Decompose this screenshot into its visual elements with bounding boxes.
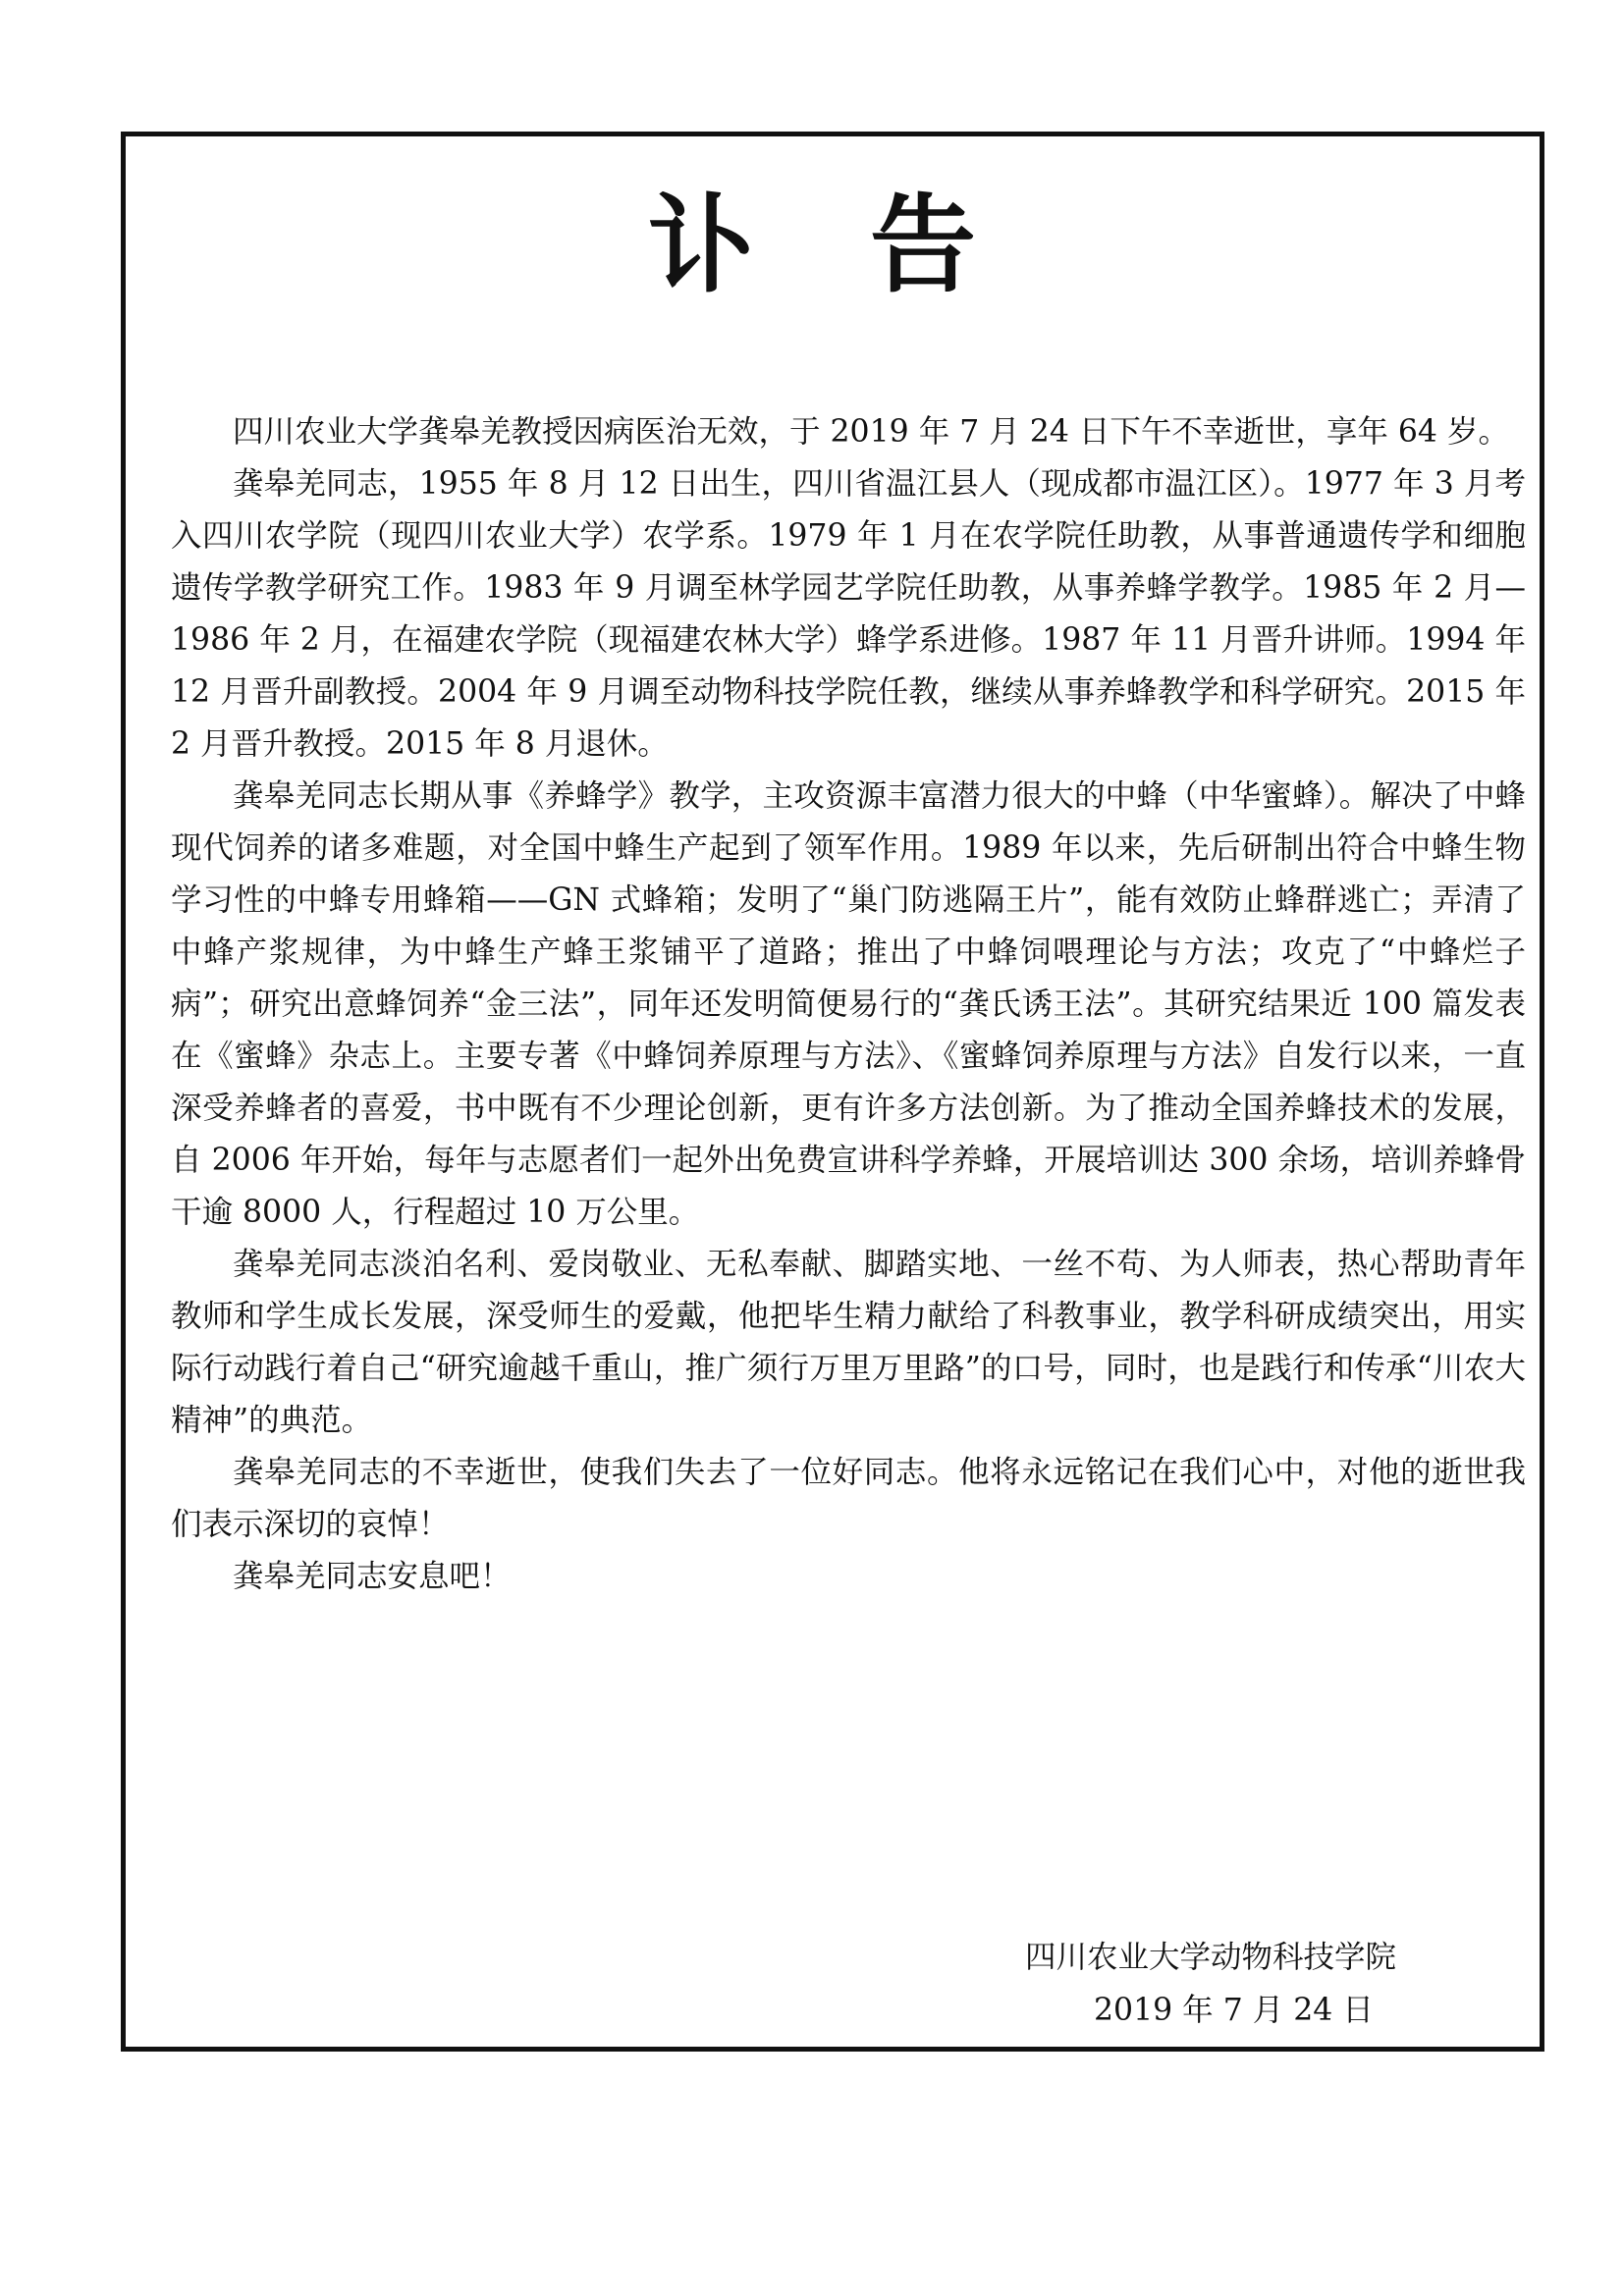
paragraph-farewell: 龚皋羌同志安息吧！	[233, 1559, 512, 1594]
signature-organization: 四川农业大学动物科技学院	[1025, 1940, 1397, 1975]
notice-body	[171, 406, 1526, 1603]
paragraph-biography: 龚皋羌同志，1955 年 8 月 12 日出生，四川省温江县人（现成都市温江区）。1977 年 3 月考入四川农学院（现四川农业大学）农学系。1979 年 1 月在农学院任助教，从事普通遗传学和细胞遗传学教学研究工作。1983 年 9 月调至林学园艺学院任助教，从事养蜂学教学。1985 年 2 月—1986 年 2 月，在福建农学院（现福建农林大学）蜂学系进修。1987 年 11 月晋升讲师。1994 年 12 月晋升副教授。2004 年 9 月调至动物科技学院任教，继续从事养蜂教学和科学研究。2015 年 2 月晋升教授。2015 年 8 月退休。	[171, 466, 1526, 762]
paragraph-character: 龚皋羌同志淡泊名利、爱岗敬业、无私奉献、脚踏实地、一丝不苟、为人师表，热心帮助青年教师和学生成长发展，深受师生的爱戴，他把毕生精力献给了科教事业，教学科研成绩突出，用实际行动践行着自己“研究逾越千重山，推广须行万里万里路”的口号，同时，也是践行和传承“川农大精神”的典范。	[171, 1247, 1526, 1438]
notice-title: 讣告	[647, 184, 1092, 307]
paragraph-announcement: 四川农业大学龚皋羌教授因病医治无效，于 2019 年 7 月 24 日下午不幸逝世，享年 64 岁。	[233, 414, 1509, 450]
paragraph-achievements: 龚皋羌同志长期从事《养蜂学》教学，主攻资源丰富潜力很大的中蜂（中华蜜蜂）。解决了中蜂现代饲养的诸多难题，对全国中蜂生产起到了领军作用。1989 年以来，先后研制出符合中蜂生物学习性的中蜂专用蜂箱——GN 式蜂箱；发明了“巢门防逃隔王片”，能有效防止蜂群逃亡；弄清了中蜂产浆规律，为中蜂生产蜂王浆铺平了道路；推出了中蜂饲喂理论与方法；攻克了“中蜂烂子病”；研究出意蜂饲养“金三法”，同年还发明简便易行的“龚氏诱王法”。其研究结果近 100 篇发表在《蜜蜂》杂志上。主要专著《中蜂饲养原理与方法》、《蜜蜂饲养原理与方法》自发行以来，一直深受养蜂者的喜爱，书中既有不少理论创新，更有许多方法创新。为了推动全国养蜂技术的发展，自 2006 年开始，每年与志愿者们一起外出免费宣讲科学养蜂，开展培训达 300 余场，培训养蜂骨干逾 8000 人，行程超过 10 万公里。	[171, 778, 1526, 1230]
paragraph-condolence: 龚皋羌同志的不幸逝世，使我们失去了一位好同志。他将永远铭记在我们心中，对他的逝世我们表示深切的哀悼！	[171, 1455, 1526, 1542]
signature-date: 2019 年 7 月 24 日	[1094, 1993, 1374, 2028]
